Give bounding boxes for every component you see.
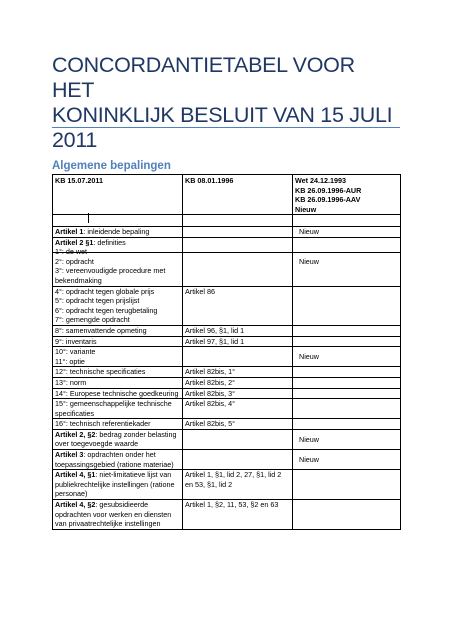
cell-kb-2011: Artikel 2, §2: bedrag zonder belasting over toegevoegde waarde: [53, 429, 183, 449]
cell-kb-1996: Artikel 82bis, 3°: [183, 388, 293, 399]
cell-kb-2011: Artikel 3: opdrachten onder het toepassingsgebied (ratione materiae): [53, 450, 183, 470]
cell-kb-1996: Artikel 82bis, 1°: [183, 367, 293, 378]
title-underline: [52, 127, 400, 128]
cell-kb-2011: 12°: technische specificaties: [53, 367, 183, 378]
cell-wet-1993: [293, 470, 401, 500]
section-heading: Algemene bepalingen: [52, 160, 171, 172]
table-row: [53, 325, 401, 336]
table-row: [53, 367, 401, 378]
document-title: [52, 53, 402, 153]
cell-kb-1996: Artikel 82bis, 2°: [183, 377, 293, 388]
cell-wet-1993: [293, 377, 401, 388]
cell-wet-1993: Nieuw: [293, 429, 401, 449]
cell-wet-1993: [293, 399, 401, 419]
table-row: [53, 347, 401, 367]
table-header-row: [53, 175, 401, 215]
cell-kb-2011: 15°: gemeenschappelijke technische specificaties: [53, 399, 183, 419]
cell-kb-2011: 14°: Europese technische goedkeuring: [53, 388, 183, 399]
table-row: [53, 286, 401, 325]
cell-kb-1996: Artikel 1, §2, 11, 53, §2 en 63: [183, 500, 293, 530]
cell-kb-1996: Artikel 82bis, 4°: [183, 399, 293, 419]
table-row: [53, 429, 401, 449]
cell-wet-1993: [293, 325, 401, 336]
cell-kb-1996: [183, 237, 293, 286]
cell-kb-1996: [183, 227, 293, 238]
table-row: [53, 237, 401, 286]
cell-kb-2011: 4°: opdracht tegen globale prijs 5°: opdracht tegen prijslijst 6°: opdracht tegen terugbetaling 7°: gemengde opdracht: [53, 286, 183, 325]
table-row: [53, 227, 401, 238]
title-line: CONCORDANTIETABEL VOOR HET: [52, 53, 355, 102]
cell-kb-1996: Artikel 97, §1, lid 1: [183, 336, 293, 347]
cell-wet-1993: [293, 367, 401, 378]
table-row: [53, 399, 401, 419]
table-row: [53, 336, 401, 347]
cell-kb-2011: 8°: samenvattende opmeting: [53, 325, 183, 336]
concordance-table-body: [52, 226, 401, 530]
cell-wet-1993: [293, 336, 401, 347]
cell-kb-1996: [183, 429, 293, 449]
cell-kb-2011: Artikel 1: inleidende bepaling: [53, 227, 183, 238]
cell-wet-1993: [293, 388, 401, 399]
table-row: [53, 419, 401, 430]
cell-wet-1993: [293, 500, 401, 530]
cell-kb-2011: Artikel 4, §1: niet-limitatieve lijst van publiekrechtelijke instellingen (ratione personae): [53, 470, 183, 500]
header-cell-wet-1993: Wet 24.12.1993 KB 26.09.1996-AUR KB 26.09.1996-AAV Nieuw: [293, 175, 401, 215]
table-row: [53, 388, 401, 399]
title-line: 2011: [52, 128, 98, 152]
title-line: KONINKLIJK BESLUIT VAN 15 JULI: [52, 103, 393, 127]
table-row: [53, 470, 401, 500]
cell-kb-2011: 16°: technisch referentiekader: [53, 419, 183, 430]
table-divider-mark: [88, 213, 89, 223]
cell-kb-2011: 13°: norm: [53, 377, 183, 388]
cell-wet-1993: [293, 419, 401, 430]
cell-kb-2011: 9°: inventaris: [53, 336, 183, 347]
cell-kb-2011: Artikel 4, §2: gesubsidieerde opdrachten voor werken en diensten van privaatrechtelijke instellingen: [53, 500, 183, 530]
cell-wet-1993: [293, 286, 401, 325]
cell-kb-1996: [183, 450, 293, 470]
table-row: [53, 450, 401, 470]
header-cell-kb-2011: KB 15.07.2011: [53, 175, 183, 215]
cell-wet-1993: Nieuw: [293, 450, 401, 470]
cell-kb-1996: Artikel 86: [183, 286, 293, 325]
table-row: [53, 377, 401, 388]
cell-kb-1996: Artikel 82bis, 5°: [183, 419, 293, 430]
cell-kb-1996: [183, 347, 293, 367]
cell-kb-2011: 10°: variante 11°: optie: [53, 347, 183, 367]
cell-kb-1996: Artikel 96, §1, lid 1: [183, 325, 293, 336]
cell-kb-2011: Artikel 2 §1: definities 1°: de wet 2°: opdracht 3°: vereenvoudigde procedure met bekendmaking: [53, 237, 183, 286]
cell-kb-1996: Artikel 1, §1, lid 2, 27, §1, lid 2 en 53, §1, lid 2: [183, 470, 293, 500]
cell-wet-1993: Nieuw: [293, 347, 401, 367]
table-row: [53, 500, 401, 530]
header-cell-kb-1996: KB 08.01.1996: [183, 175, 293, 215]
cell-wet-1993: Nieuw: [293, 237, 401, 286]
cell-wet-1993: Nieuw: [293, 227, 401, 238]
